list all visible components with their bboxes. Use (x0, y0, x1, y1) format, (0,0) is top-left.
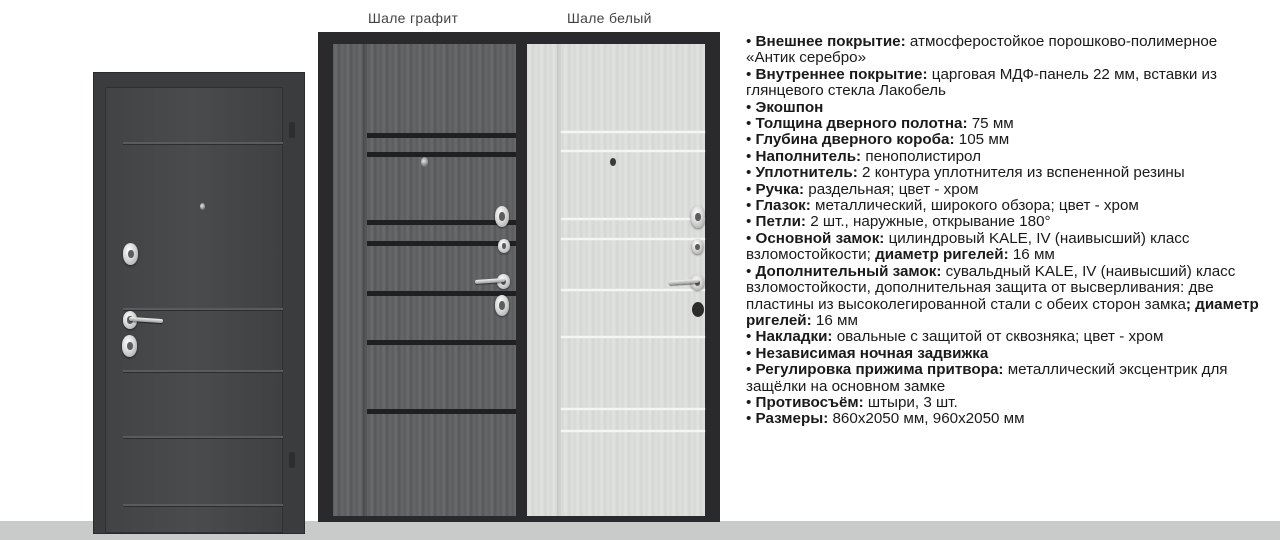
upper-lock-icon (123, 243, 138, 265)
spec-value: 105 мм (954, 131, 1010, 149)
spec-label: Противосъём: (755, 393, 864, 411)
spec-value: 860х2050 мм, 960х2050 мм (828, 410, 1025, 428)
night-latch-icon (692, 239, 703, 254)
spec-value: сувальдный KALE, IV (наивысший) класс взломостойкости, дополнительная защита от высверливания: две пластины из высоколегированной стали с обеих сторон замка (746, 262, 1236, 313)
white-door-leaf (527, 44, 705, 516)
spec-value: царговая МДФ-панель 22 мм, вставки из глянцевого стекла Лакобель (746, 65, 1218, 100)
lower-lock-icon (122, 335, 137, 357)
glass-strip (561, 150, 705, 152)
spec-value: металлический, широкого обзора; цвет - хром (810, 197, 1139, 215)
spec-list (746, 34, 1266, 428)
spec-label: Дополнительный замок: (755, 262, 942, 280)
upper-lock-icon (691, 206, 705, 228)
graphite-door-leaf (333, 44, 516, 516)
spec-item: • Ручка: раздельная; цвет - хром (746, 180, 979, 198)
glass-strip (561, 218, 705, 220)
spec-label: Глубина дверного короба: (755, 131, 955, 149)
spec-value: цилиндровый KALE, IV (наивысший) класс взломостойкости; (746, 229, 1190, 264)
spec-label: Экошпон (755, 98, 824, 116)
spec-label: диаметр ригелей: (875, 246, 1009, 264)
spec-label: Ручка: (755, 180, 805, 198)
spec-item: • Накладки: овальные с защитой от сквозняка; цвет - хром (746, 328, 1164, 346)
spec-item: • Дополнительный замок: сувальдный KALE, IV (наивысший) класс взломостойкости, дополнительная защита от высверливания: две пластины из высоколегированной стали с обеих сторон замка; диаметр ригелей: 16 мм (746, 262, 1259, 329)
outer-door-image (93, 72, 305, 534)
spec-item: • Уплотнитель: 2 контура уплотнителя из вспененной резины (746, 164, 1185, 182)
glass-strip (367, 152, 516, 157)
glass-strip (561, 289, 705, 291)
peephole-icon (610, 158, 616, 166)
spec-value: 16 мм (811, 311, 858, 329)
glass-strip (561, 131, 705, 133)
spec-label: Внутреннее покрытие: (755, 65, 928, 83)
glass-strip (367, 409, 516, 414)
hinge-icon (289, 122, 295, 138)
door-groove (123, 308, 283, 310)
spec-value: атмосферостойкое порошково-полимерное «Антик серебро» (746, 33, 1218, 67)
glass-strip (367, 241, 516, 246)
glass-strip (367, 133, 516, 138)
spec-item: • Экошпон (746, 98, 824, 116)
spec-item: • Наполнитель: пенополистирол (746, 147, 981, 165)
spec-value: 75 мм (967, 115, 1014, 133)
door-groove (123, 370, 283, 372)
spec-value: штыри, 3 шт. (863, 393, 958, 411)
spec-label: Основной замок: (755, 229, 885, 247)
door-groove (123, 142, 283, 144)
spec-item: • Независимая ночная задвижка (746, 344, 989, 362)
spec-label: Петли: (755, 213, 806, 231)
upper-lock-icon (495, 206, 509, 227)
spec-item: • Внешнее покрытие: атмосферостойкое порошково-полимерное «Антик серебро» (746, 33, 1218, 67)
night-latch-icon (498, 239, 510, 253)
spec-item: • Глазок: металлический, широкого обзора; цвет - хром (746, 197, 1139, 215)
spec-label: ; диаметр ригелей: (746, 295, 1259, 329)
door-groove (123, 436, 283, 438)
spec-label: Внешнее покрытие: (755, 33, 906, 50)
spec-label: Независимая ночная задвижка (755, 344, 989, 362)
glass-strip (561, 430, 705, 432)
spec-label: Размеры: (755, 410, 829, 428)
spec-item: • Основной замок: цилиндровый KALE, IV (наивысший) класс взломостойкости; диаметр ригелей: 16 мм (746, 229, 1190, 264)
inner-doors-image (318, 32, 720, 522)
spec-label: Накладки: (755, 328, 833, 346)
glass-strip (367, 340, 516, 345)
hinge-icon (289, 452, 295, 468)
outer-door-leaf (105, 87, 283, 533)
glass-strip (561, 336, 705, 338)
lower-lock-icon (692, 302, 704, 317)
glass-strip (561, 238, 705, 240)
spec-label: Регулировка прижима притвора: (755, 361, 1004, 379)
glass-strip (561, 408, 705, 410)
spec-value: металлический эксцентрик для защёлки на основном замке (746, 361, 1228, 395)
spec-value: овальные с защитой от сквозняка; цвет - хром (832, 328, 1164, 346)
spec-value: раздельная; цвет - хром (804, 180, 979, 198)
spec-label: Наполнитель: (755, 147, 862, 165)
spec-label: Толщина дверного полотна: (755, 115, 968, 133)
glass-strip (367, 291, 516, 296)
spec-item: • Толщина дверного полотна: 75 мм (746, 115, 1014, 133)
spec-item: • Размеры: 860х2050 мм, 960х2050 мм (746, 410, 1025, 428)
spec-item: • Глубина дверного короба: 105 мм (746, 131, 1010, 149)
spec-item: • Внутреннее покрытие: царговая МДФ-панель 22 мм, вставки из глянцевого стекла Лакобель (746, 65, 1218, 100)
glass-strip (367, 220, 516, 225)
spec-label: Глазок: (755, 197, 811, 215)
spec-item: • Петли: 2 шт., наружные, открывание 180° (746, 213, 1051, 231)
spec-value: 2 контура уплотнителя из вспененной резины (857, 164, 1185, 182)
peephole-icon (200, 203, 205, 210)
door-groove (123, 504, 283, 506)
spec-value: 2 шт., наружные, открывание 180° (806, 213, 1051, 231)
label-graphite: Шале графит (368, 10, 459, 26)
label-white: Шале белый (567, 10, 652, 26)
lower-lock-icon (495, 295, 509, 316)
spec-item: • Противосъём: штыри, 3 шт. (746, 393, 958, 411)
spec-item: • Регулировка прижима притвора: металлический эксцентрик для защёлки на основном замке (746, 361, 1228, 395)
spec-label: Уплотнитель: (755, 164, 858, 182)
peephole-icon (421, 157, 428, 167)
spec-value: пенополистирол (861, 147, 981, 165)
spec-value: 16 мм (1008, 246, 1055, 264)
